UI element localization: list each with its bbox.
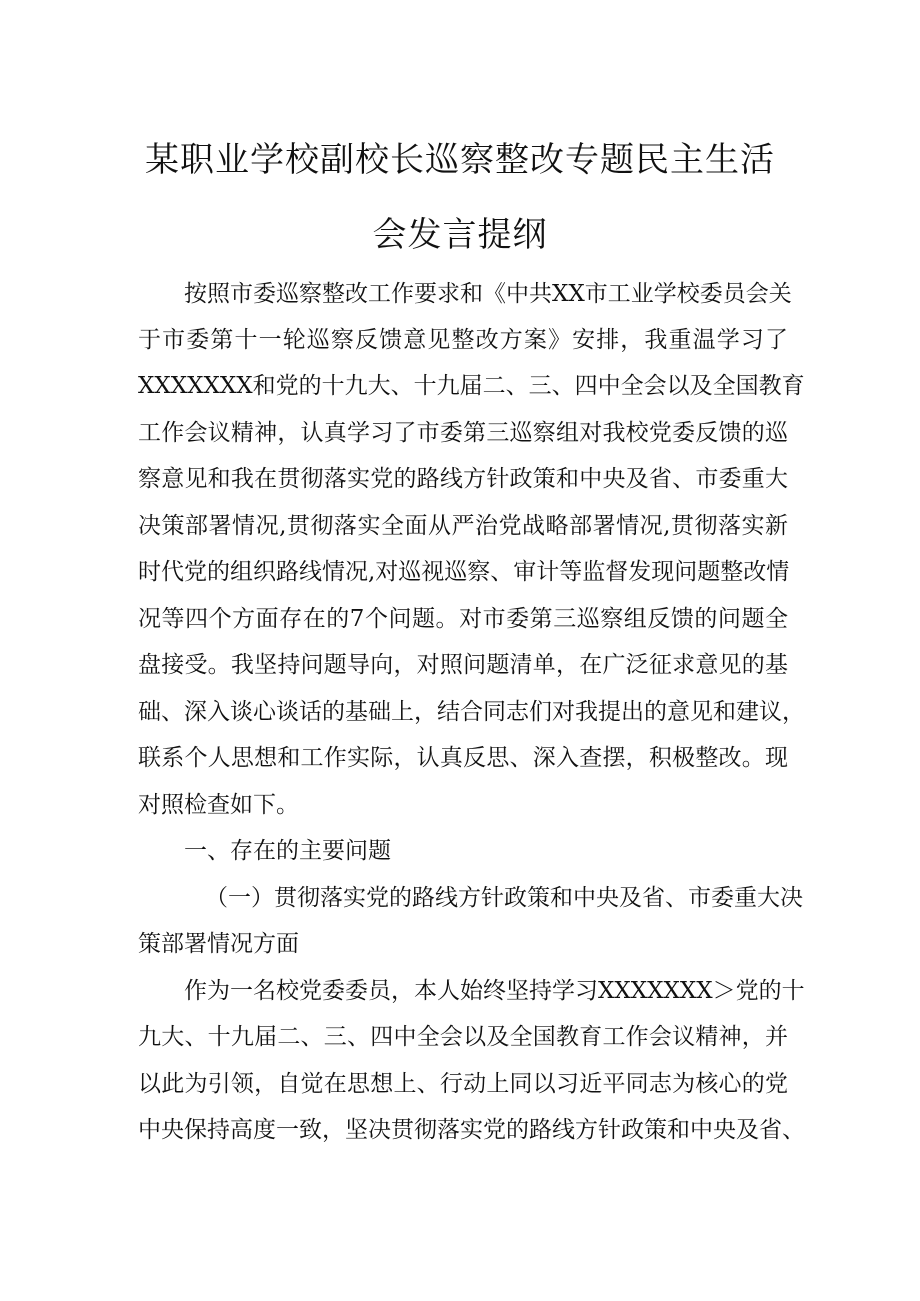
paragraph-line: 九大、十九届二、三、四中全会以及全国教育工作会议精神，并 — [138, 1024, 788, 1050]
paragraph-line: 联系个人思想和工作实际，认真反思、深入查摆，积极整改。现 — [138, 745, 788, 771]
paragraph-line: 时代党的组织路线情况,对巡视巡察、审计等监督发现问题整改情 — [138, 559, 790, 585]
paragraph-line: 盘接受。我坚持问题导向，对照问题清单，在广泛征求意见的基 — [138, 652, 788, 678]
document-title-line-2: 会发言提纲 — [372, 215, 548, 255]
paragraph-line: 于市委第十一轮巡察反馈意见整改方案》安排，我重温学习了 — [138, 327, 788, 353]
paragraph-line: 中央保持高度一致，坚决贯彻落实党的路线方针政策和中央及省、 — [138, 1117, 805, 1143]
paragraph-line: 以此为引领，自觉在思想上、行动上同以习近平同志为核心的党 — [138, 1071, 788, 1097]
paragraph-line: 工作会议精神，认真学习了市委第三巡察组对我校党委反馈的巡 — [138, 420, 788, 446]
paragraph-line: 决策部署情况,贯彻落实全面从严治党战略部署情况,贯彻落实新 — [138, 513, 788, 539]
paragraph-line: 础、深入谈心谈话的基础上，结合同志们对我提出的意见和建议， — [138, 699, 805, 725]
paragraph-line: 对照检查如下。 — [138, 792, 299, 818]
subsection-heading: （一）贯彻落实党的路线方针政策和中央及省、市委重大决 — [205, 885, 803, 911]
document-title-line-1: 某职业学校副校长巡察整改专题民主生活 — [145, 140, 775, 180]
paragraph-line: 作为一名校党委委员，本人始终坚持学习XXXXXXX＞党的十 — [184, 978, 805, 1004]
subsection-heading-continued: 策部署情况方面 — [138, 931, 299, 957]
paragraph-line: XXXXXXX和党的十九大、十九届二、三、四中全会以及全国教育 — [138, 373, 805, 399]
paragraph-line: 按照市委巡察整改工作要求和《中共XX市工业学校委员会关 — [184, 281, 792, 307]
section-heading: 一、存在的主要问题 — [184, 838, 391, 864]
paragraph-line: 察意见和我在贯彻落实党的路线方针政策和中央及省、市委重大 — [138, 466, 788, 492]
paragraph-line: 况等四个方面存在的7个问题。对市委第三巡察组反馈的问题全 — [138, 606, 788, 632]
